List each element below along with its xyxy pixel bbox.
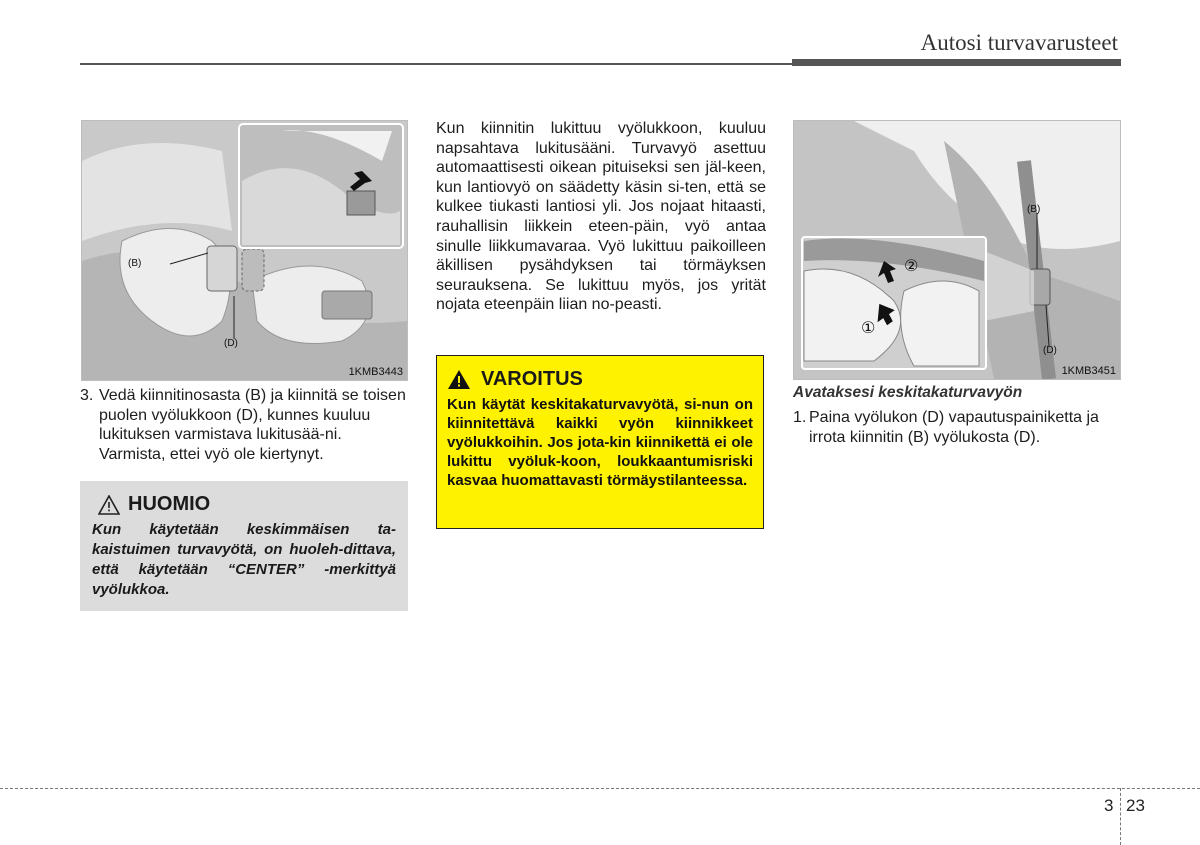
header-rule-thick bbox=[792, 59, 1121, 66]
figure-fasten-callout-d: (D) bbox=[224, 338, 238, 349]
unlock-step-1-text: Paina vyölukon (D) vapautuspainiketta ja irrota kiinnitin (B) vyölukosta (D). bbox=[809, 409, 1099, 446]
footer-dashed-rule bbox=[0, 788, 1200, 789]
figure-fasten-belt-illustration bbox=[82, 121, 407, 380]
huomio-title: HUOMIO bbox=[128, 493, 211, 515]
figure-unlock-marker-2: ② bbox=[904, 258, 919, 275]
varoitus-body: Kun käytät keskitakaturvavyötä, si-nun on kiinnitettävä kaikki vyön kiinnikkeet vyölukkoihin. Jos jota-kin kiinnikettä ei ole lukittu vyöluk-koon, loukkaantumisriski kasvaa huomattavasti törmäystilanteessa. bbox=[447, 396, 753, 489]
step-3-number: 3. bbox=[80, 387, 94, 404]
figure-unlock-marker-1: ① bbox=[861, 320, 876, 337]
varoitus-warning-box bbox=[436, 355, 764, 529]
footer-chapter-number: 3 bbox=[1104, 796, 1114, 815]
step-3-text: Vedä kiinnitinosasta (B) ja kiinnitä se toisen puolen vyölukkoon (D), kunnes kuuluu lukituksen varmistava lukitusää-ni. Varmista, ettei vyö ole kiertynyt. bbox=[99, 387, 406, 463]
huomio-body: Kun käytetään keskimmäisen ta-kaistuimen turvavyötä, on huoleh-dittava, että käytetään “CENTER” -merkittyä vyölukkoa. bbox=[92, 521, 396, 598]
figure-unlock-code: 1KMB3451 bbox=[1061, 365, 1116, 377]
figure-unlock-callout-b: (B) bbox=[1027, 204, 1041, 215]
unlock-step-1 bbox=[793, 408, 1121, 447]
header-rule-thin bbox=[80, 63, 792, 65]
footer-page-number: 23 bbox=[1126, 796, 1145, 815]
step-3 bbox=[80, 386, 408, 464]
huomio-note-box bbox=[80, 481, 408, 611]
figure-unlock-belt-illustration bbox=[794, 121, 1120, 379]
footer-vertical-rule bbox=[1120, 788, 1121, 845]
figure-fasten-belt bbox=[81, 120, 408, 381]
unlock-caption: Avataksesi keskitakaturvavyön bbox=[793, 384, 1023, 401]
middle-paragraph: Kun kiinnitin lukittuu vyölukkoon, kuuluu napsahtava lukitusääni. Turvavyö asettuu automaattisesti oikean pituiseksi sen jäl-keen, kun lantiovyö on säädetty käsin si-ten, että se kulkee tiukasti lantiosi yli. Jos nojaat hitaasti, rauhallisin liikkein eteen-päin, vyö antaa sinulle liikkumavaraa. Vyö lukittuu paikoilleen äkillisen pysähdyksen tai törmäyksen seurauksena. Se lukittuu myös, jos yrität nojata eteenpäin liian no-peasti. bbox=[436, 120, 766, 314]
figure-unlock-callout-d: (D) bbox=[1043, 345, 1057, 356]
figure-fasten-code: 1KMB3443 bbox=[348, 366, 403, 378]
unlock-step-1-number: 1. bbox=[793, 409, 807, 426]
warning-triangle-filled-icon bbox=[447, 369, 471, 390]
figure-unlock-belt bbox=[793, 120, 1121, 380]
page-header-title: Autosi turvavarusteet bbox=[920, 30, 1118, 55]
figure-fasten-callout-b: (B) bbox=[128, 258, 142, 269]
varoitus-title: VAROITUS bbox=[481, 368, 583, 390]
warning-triangle-icon bbox=[98, 495, 120, 515]
